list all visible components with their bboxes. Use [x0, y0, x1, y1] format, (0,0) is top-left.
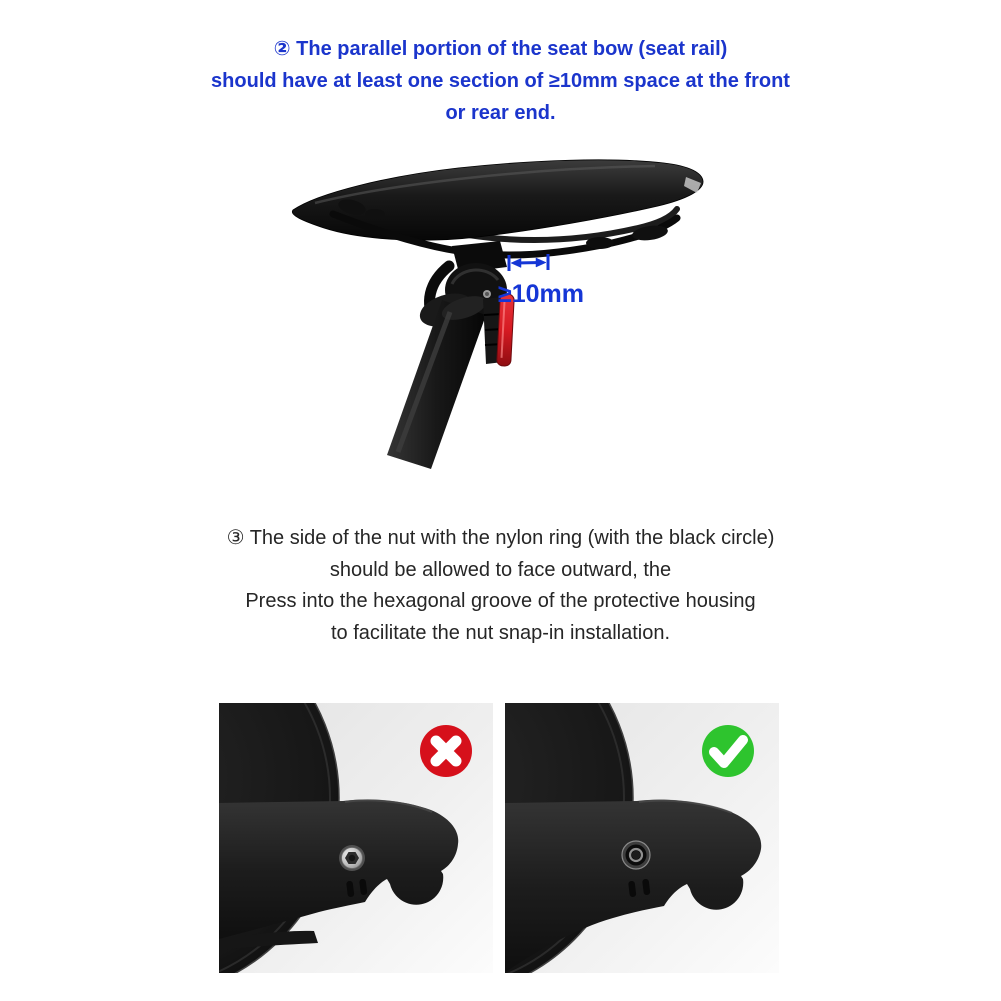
nut-nylon-ring-side — [622, 841, 650, 869]
step3-line-3: Press into the hexagonal groove of the protective housing — [245, 590, 756, 612]
x-icon — [436, 741, 456, 761]
step2-line-3: or rear end. — [445, 102, 556, 124]
nut-metal-side — [339, 845, 365, 871]
dimension-label: ≥10mm — [498, 280, 584, 308]
step2-line-1: ② The parallel portion of the seat bow (seat rail) — [273, 38, 728, 60]
rear-rail-mount-2 — [586, 237, 614, 249]
step3-line-4: to facilitate the nut snap-in installation. — [330, 621, 671, 644]
correct-badge — [702, 725, 754, 777]
wrong-badge — [420, 725, 472, 777]
step2-instruction — [0, 33, 1001, 129]
saddle-illustration — [250, 140, 760, 510]
nose-rail-mount-2 — [365, 209, 385, 219]
correct-example-photo — [505, 703, 779, 973]
step3-line-1: ③ The side of the nut with the nylon ring (with the black circle) — [226, 527, 775, 549]
step3-instruction — [0, 523, 1001, 649]
step2-line-2: should have at least one section of ≥10mm space at the front — [211, 70, 790, 92]
tail-light-bolt-center — [485, 292, 489, 296]
step3-line-2: should be allowed to face outward, the — [329, 558, 672, 581]
wrong-example-photo — [219, 703, 493, 973]
